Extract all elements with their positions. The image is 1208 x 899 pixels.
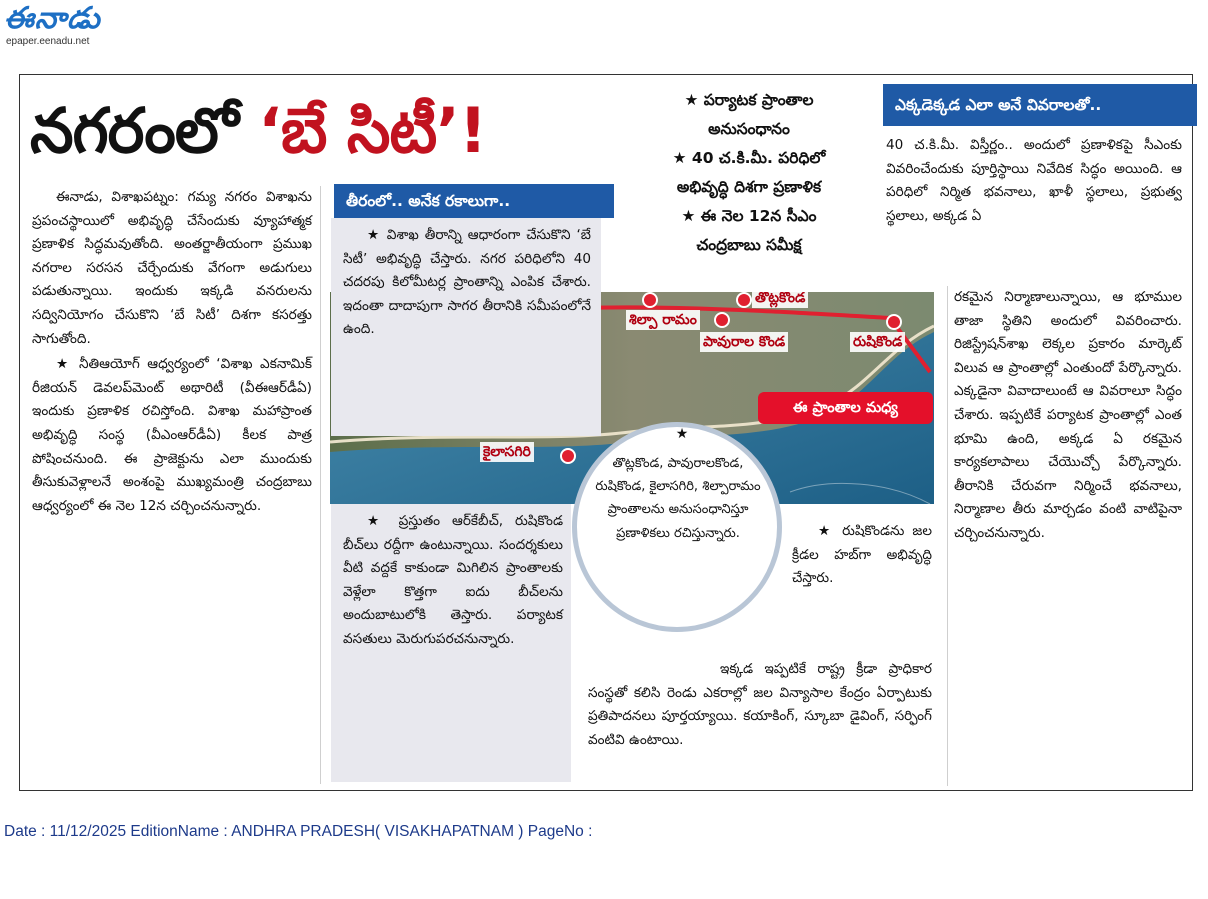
right-section-bar: ఎక్కడెక్కడ ఎలా అనే వివరాలతో..	[883, 84, 1197, 126]
deck-line: ★ 40 చ.కి.మీ. పరిధిలో	[672, 149, 826, 167]
beaches-text: ★ ప్రస్తుతం ఆర్‌కేబీచ్, రుషికొండ బీచ్‌లు రద్దీగా ఉంటున్నాయి. సందర్శకులు వీటి వద్దకే కాకుండా మిగిలిన ప్రాంతాలకు వెళ్లేలా కొత్తగా ఐదు బీచ్‌లను అందుబాటులోకి తెస్తారు. పర్యాటక వసతులు మెరుగుపరచనున్నారు.	[343, 513, 563, 647]
water-sports-text: ఇక్కడ ఇప్పటికే రాష్ట్ర క్రీడా ప్రాధికార సంస్థతో కలిసి రెండు ఎకరాల్లో జల విన్యాసాల కేంద్రం ఏర్పాటుకు ప్రతిపాదనలు పూర్తయ్యాయి. కయాకింగ్, స్కూబా డైవింగ్, సర్ఫింగ్ వంటివి ఉంటాయి.	[588, 661, 932, 748]
deck-line: ★ పర్యాటక ప్రాంతాల	[684, 91, 814, 109]
eenadu-logo[interactable]	[4, 2, 138, 52]
logo-brand: ఈనాడు	[4, 1, 101, 36]
right-column: రకమైన నిర్మాణాలున్నాయి, ఆ భూముల తాజా స్థితిని అందులో వివరించారు. రిజిస్ట్రేషన్‌శాఖ లెక్కల ప్రకారం మార్కెట్ విలువ ఆ ప్రాంతాల్లో ఎంతుందో పేర్కొన్నారు. ఎక్కడైనా వివాదాలుంటే ఆ వివరాలూ సిద్ధం చేశారు. ఇప్పటికే పర్యాటక ప్రాంతాల్లో ఎంత భూమి ఉంది, అక్కడ ఏ రకమైన కార్యకలాపాలు చేయొచ్చో పేర్కొన్నారు. తీరానికి చేరువగా నిర్మించే భవనాలు, నిర్మాణాల తీరు మార్చడం వంటి వాటిపైనా చర్చించనున్నారు.	[954, 289, 1182, 541]
edition-footer: Date : 11/12/2025 EditionName : ANDHRA PRADESH( VISAKHAPATNAM ) PageNo :	[4, 823, 593, 840]
second-paragraph: ★ నీతిఆయోగ్ ఆధ్వర్యంలో ‘విశాఖ ఎకనామిక్ రీజియన్ డెవలప్‌మెంట్ అథారిటీ (వీఈఆర్‌డీఏ) ఇందుకు ప్రణాళిక రచిస్తోంది. విశాఖ మహాప్రాంత అభివృద్ధి సంస్థ (వీఎంఆర్‌డీఏ) కీలక పాత్ర పోషించనుంది. ఈ ప్రాజెక్టును ఎలా ముందుకు తీసుకువెళ్లాలనే అంశంపై ముఖ్యమంత్రి చంద్రబాబు ఆధ్వర్యంలో ఈ నెల 12న చర్చించనున్నారు.	[32, 356, 312, 514]
map-pin	[736, 292, 752, 308]
headline	[30, 86, 620, 178]
lead-paragraph: ఈనాడు, విశాఖపట్నం: గమ్య నగరం విశాఖను ప్రపంచస్థాయిలో అభివృద్ధి చేసేందుకు వ్యూహాత్మక ప్రణాళిక సిద్ధమవుతోంది. అంతర్జాతీయంగా ప్రముఖ నగరాల సరసన చేర్చేందుకు వేగంగా అడుగులు పడుతున్నాయి. ఇందుకు ఇక్కడి వనరులను సద్వినియోగం చేసుకొని ‘బే సిటీ’ దిశగా కసరత్తు సాగుతోంది.	[32, 189, 312, 347]
deck-line: అభివృద్ధి దిశగా ప్రణాళిక	[676, 178, 822, 196]
column-divider	[947, 286, 948, 786]
map-pin	[886, 314, 902, 330]
deck-line: ★ ఈ నెల 12న సీఎం	[681, 207, 817, 225]
beaches-box	[331, 504, 571, 782]
map-pin	[560, 448, 576, 464]
map-pin	[714, 312, 730, 328]
map-label-rushikonda: రుషికొండ	[850, 332, 905, 352]
column-divider	[320, 186, 321, 784]
coast-plan-text: ★ విశాఖ తీరాన్ని ఆధారంగా చేసుకొని ‘బే సిటీ’ అభివృద్ధి చేస్తారు. నగర పరిధిలోని 40 చదరపు కిలోమీటర్ల ప్రాంతాన్ని ఎంపిక చేశారు. ఇదంతా దాదాపుగా సాగర తీరానికి సమీపంలోనే ఉంది.	[343, 227, 591, 338]
mid-section-bar: తీరంలో.. అనేక రకాలుగా..	[334, 184, 614, 218]
deck-line: చంద్రబాబు సమీక్ష	[696, 236, 802, 254]
headline-quoted: ‘బే సిటీ’!	[258, 94, 487, 167]
star-icon: ★	[675, 426, 689, 442]
map-region-label: ఈ ప్రాంతాల మధ్య	[758, 392, 933, 424]
water-sports-lead: ★ రుషికొండను జల క్రీడల హబ్‌గా అభివృద్ధి చేస్తారు.	[792, 523, 932, 587]
deck	[618, 86, 880, 268]
map-label-shilparamam: శిల్పా రామం	[626, 310, 700, 330]
column-left	[32, 186, 312, 786]
right-column-top: 40 చ.కి.మీ. విస్తీర్ణం.. అందులో ప్రణాళికపై సీఎంకు వివరించేందుకు పూర్తిస్థాయి నివేదిక సిద్ధం అయింది. ఆ పరిధిలో నిర్మిత భవనాలు, ఖాళీ స్థలాలు, ప్రభుత్వ స్థలాలు, అక్కడ ఏ	[886, 137, 1182, 224]
coast-plan-box	[331, 218, 601, 436]
map-label-totlakonda: తొట్లకొండ	[752, 292, 808, 308]
deck-line: అనుసంధానం	[708, 120, 790, 138]
circle-callout-text: తొట్లకొండ, పావురాలకొండ, రుషికొండ, కైలాసగిరి, శిల్పారామం ప్రాంతాలను అనుసంధానిస్తూ ప్రణాళికలు రచిస్తున్నారు.	[595, 456, 761, 541]
map-label-pavurala-konda: పావురాల కొండ	[700, 332, 788, 352]
headline-text: నగరంలో	[30, 94, 259, 167]
map-label-kailasagiri: కైలాసగిరి	[480, 442, 534, 462]
logo-site: epaper.eenadu.net	[6, 36, 90, 47]
map-pin	[642, 292, 658, 308]
